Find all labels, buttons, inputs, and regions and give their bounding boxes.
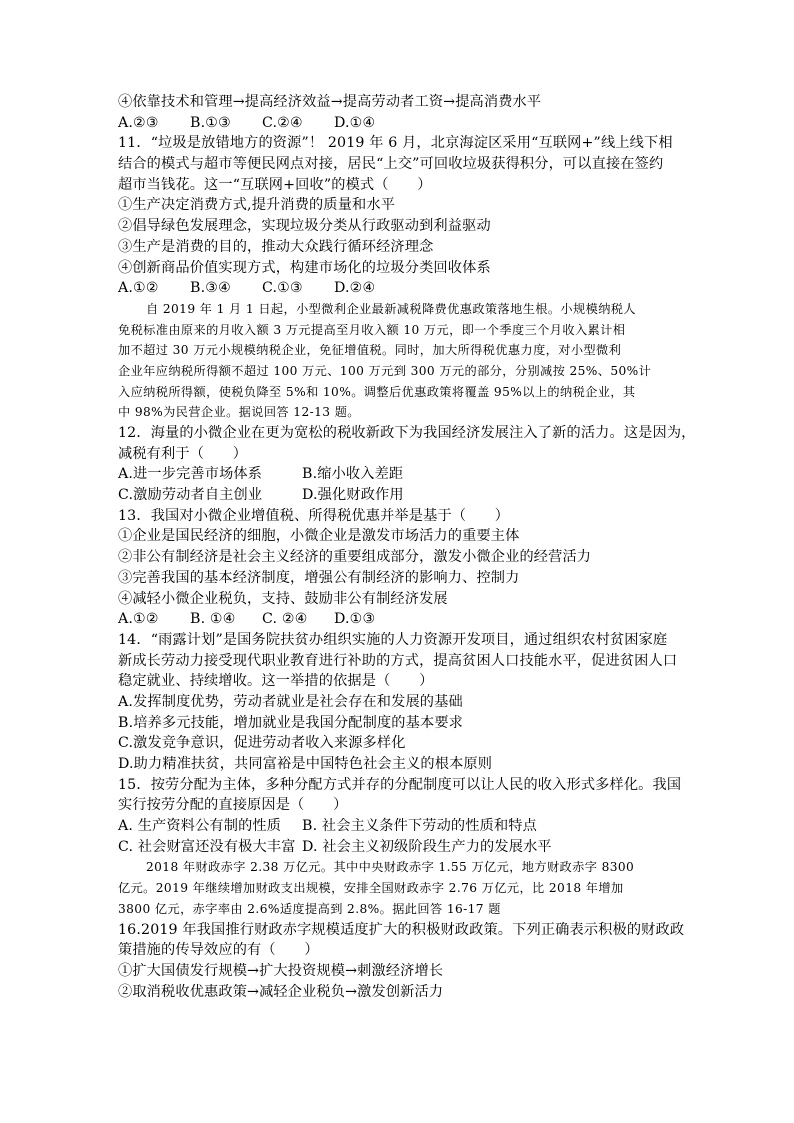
q12-stem-line2: 减税有利于（ ） bbox=[118, 445, 248, 462]
q11-statement-2: ②倡导绿色发展理念，实现垃圾分类从行政驱动到利益驱动 bbox=[118, 218, 491, 235]
material-1-line3: 加不超过 30 万元小规模纳税企业，免征增值税。同时，加大所得税优惠力度，对小型微利 bbox=[118, 343, 622, 358]
q11-statement-1: ①生产决定消费方式,提升消费的质量和水平 bbox=[118, 197, 396, 214]
q14-stem-line2: 新成长劳动力接受现代职业教育进行补助的方式，提高贫困人口技能水平，促进贫困人口 bbox=[118, 652, 678, 669]
option-a: A. 生产资料公有制的性质 bbox=[118, 818, 282, 835]
q12-options-cd bbox=[118, 485, 678, 506]
option-c: C. ②④ bbox=[262, 611, 308, 628]
option-b: B. 社会主义条件下劳动的性质和特点 bbox=[302, 818, 537, 835]
option-d: D. 社会主义初级阶段生产力的发展水平 bbox=[302, 838, 552, 855]
q16-statement-2: ②取消税收优惠政策→减轻企业税负→激发创新活力 bbox=[118, 983, 444, 1000]
material-1-line5: 入应纳税所得额，使税负降至 5%和 10%。调整后优惠政策将覆盖 95%以上的纳税企业，其 bbox=[118, 384, 636, 399]
q13-statement-3: ③完善我国的基本经济制度，增强公有制经济的影响力、控制力 bbox=[118, 569, 520, 586]
option-b: B.缩小收入差距 bbox=[302, 466, 404, 483]
q13-options bbox=[118, 609, 678, 630]
q11-statement-4: ④创新商品价值实现方式，构建市场化的垃圾分类回收体系 bbox=[118, 259, 491, 276]
option-a: A.②③ bbox=[118, 114, 159, 131]
q10-options bbox=[118, 113, 678, 134]
q16-stem-line2: 策措施的传导效应的有（ ） bbox=[118, 942, 319, 959]
option-b: B.③④ bbox=[190, 280, 231, 297]
material-2-line3: 3800 亿元，赤字率由 2.6%适度提高到 2.8%。据此回答 16-17 题 bbox=[118, 901, 501, 916]
q14-option-a: A.发挥制度优势，劳动者就业是社会存在和发展的基础 bbox=[118, 693, 463, 710]
option-d: D.②④ bbox=[334, 280, 376, 297]
material-2-line2: 亿元。2019 年继续增加财政支出规模，安排全国财政赤字 2.76 万亿元，比 2018 年增加 bbox=[118, 881, 624, 896]
q10-statement-4: ④依靠技术和管理→提高经济效益→提高劳动者工资→提高消费水平 bbox=[118, 94, 542, 110]
option-c: C. 社会财富还没有极大丰富 bbox=[118, 838, 296, 855]
option-a: A.①② bbox=[118, 280, 159, 297]
option-d: D.①④ bbox=[334, 114, 376, 131]
q14-stem-line3: 稳定就业、持续增收。这一举措的依据是（ ） bbox=[118, 673, 434, 690]
q15-stem-line2: 实行按劳分配的直接原因是（ ） bbox=[118, 797, 348, 814]
q14-option-b: B.培养多元技能，增加就业是我国分配制度的基本要求 bbox=[118, 714, 463, 731]
q13-statement-4: ④减轻小微企业税负，支持、鼓励非公有制经济发展 bbox=[118, 590, 448, 607]
material-1-line6: 中 98%为民营企业。据说回答 12-13 题。 bbox=[118, 405, 360, 420]
material-2-line1: 2018 年财政赤字 2.38 万亿元。其中中央财政赤字 1.55 万亿元，地方财政赤字 8300 bbox=[146, 860, 635, 875]
material-1-line4: 企业年应纳税所得额不超过 100 万元、100 万元到 300 万元的部分，分别减按 25%、50%计 bbox=[118, 363, 652, 378]
option-b: B. ①④ bbox=[190, 611, 236, 628]
q14-option-c: C.激发竞争意识，促进劳动者收入来源多样化 bbox=[118, 735, 406, 752]
q14-option-d: D.助力精准扶贫，共同富裕是中国特色社会主义的根本原则 bbox=[118, 756, 493, 772]
option-a: A.①② bbox=[118, 611, 159, 628]
q11-stem-line2: 结合的模式与超市等便民网点对接，居民“上交”可回收垃圾获得积分，可以直接在签约 bbox=[118, 156, 664, 173]
q12-stem-line1: 12．海量的小微企业在更为宽松的税收新政下为我国经济发展注入了新的活力。这是因为， bbox=[118, 425, 696, 441]
material-1-line2: 免税标准由原来的月收入额 3 万元提高至月收入额 10 万元，即一个季度三个月收入累计相 bbox=[118, 322, 626, 337]
q11-statement-3: ③生产是消费的目的，推动大众践行循环经济理念 bbox=[118, 238, 434, 255]
option-b: B.①③ bbox=[190, 114, 231, 131]
q16-stem-line1: 16.2019 年我国推行财政赤字规模适度扩大的积极财政政策。下列正确表示积极的财政政 bbox=[118, 921, 685, 938]
option-d: D.①③ bbox=[334, 611, 376, 628]
q11-stem-line1: 11．“垃圾是放错地方的资源”！ 2019 年 6 月，北京海淀区采用“互联网+”线上线下相 bbox=[118, 135, 673, 152]
material-1-line1: 自 2019 年 1 月 1 日起，小型微利企业最新减税降费优惠政策落地生根。小规模纳税人 bbox=[146, 301, 636, 316]
q15-options-cd bbox=[118, 837, 678, 858]
q14-stem-line1: 14．“雨露计划”是国务院扶贫办组织实施的人力资源开发项目，通过组织农村贫困家庭 bbox=[118, 631, 668, 648]
q13-statement-1: ①企业是国民经济的细胞，小微企业是激发市场活力的重要主体 bbox=[118, 528, 520, 545]
q11-options bbox=[118, 278, 678, 299]
option-c: C.②④ bbox=[262, 114, 303, 131]
q13-statement-2: ②非公有制经济是社会主义经济的重要组成部分，激发小微企业的经营活力 bbox=[118, 549, 592, 566]
q15-options-ab bbox=[118, 816, 678, 837]
q15-stem-line1: 15．按劳分配为主体，多种分配方式并存的分配制度可以让人民的收入形式多样化。我国 bbox=[118, 776, 682, 793]
option-c: C.激励劳动者自主创业 bbox=[118, 487, 263, 504]
q13-stem: 13．我国对小微企业增值税、所得税优惠并举是基于（ ） bbox=[118, 507, 510, 524]
q16-statement-1: ①扩大国债发行规模→扩大投资规模→刺激经济增长 bbox=[118, 962, 444, 979]
option-a: A.进一步完善市场体系 bbox=[118, 466, 263, 483]
option-c: C.①③ bbox=[262, 280, 303, 297]
option-d: D.强化财政作用 bbox=[302, 487, 404, 504]
q12-options-ab bbox=[118, 464, 678, 485]
exam-page bbox=[118, 92, 696, 1002]
q11-stem-line3: 超市当钱花。这一“互联网+回收”的模式（ ） bbox=[118, 176, 432, 193]
